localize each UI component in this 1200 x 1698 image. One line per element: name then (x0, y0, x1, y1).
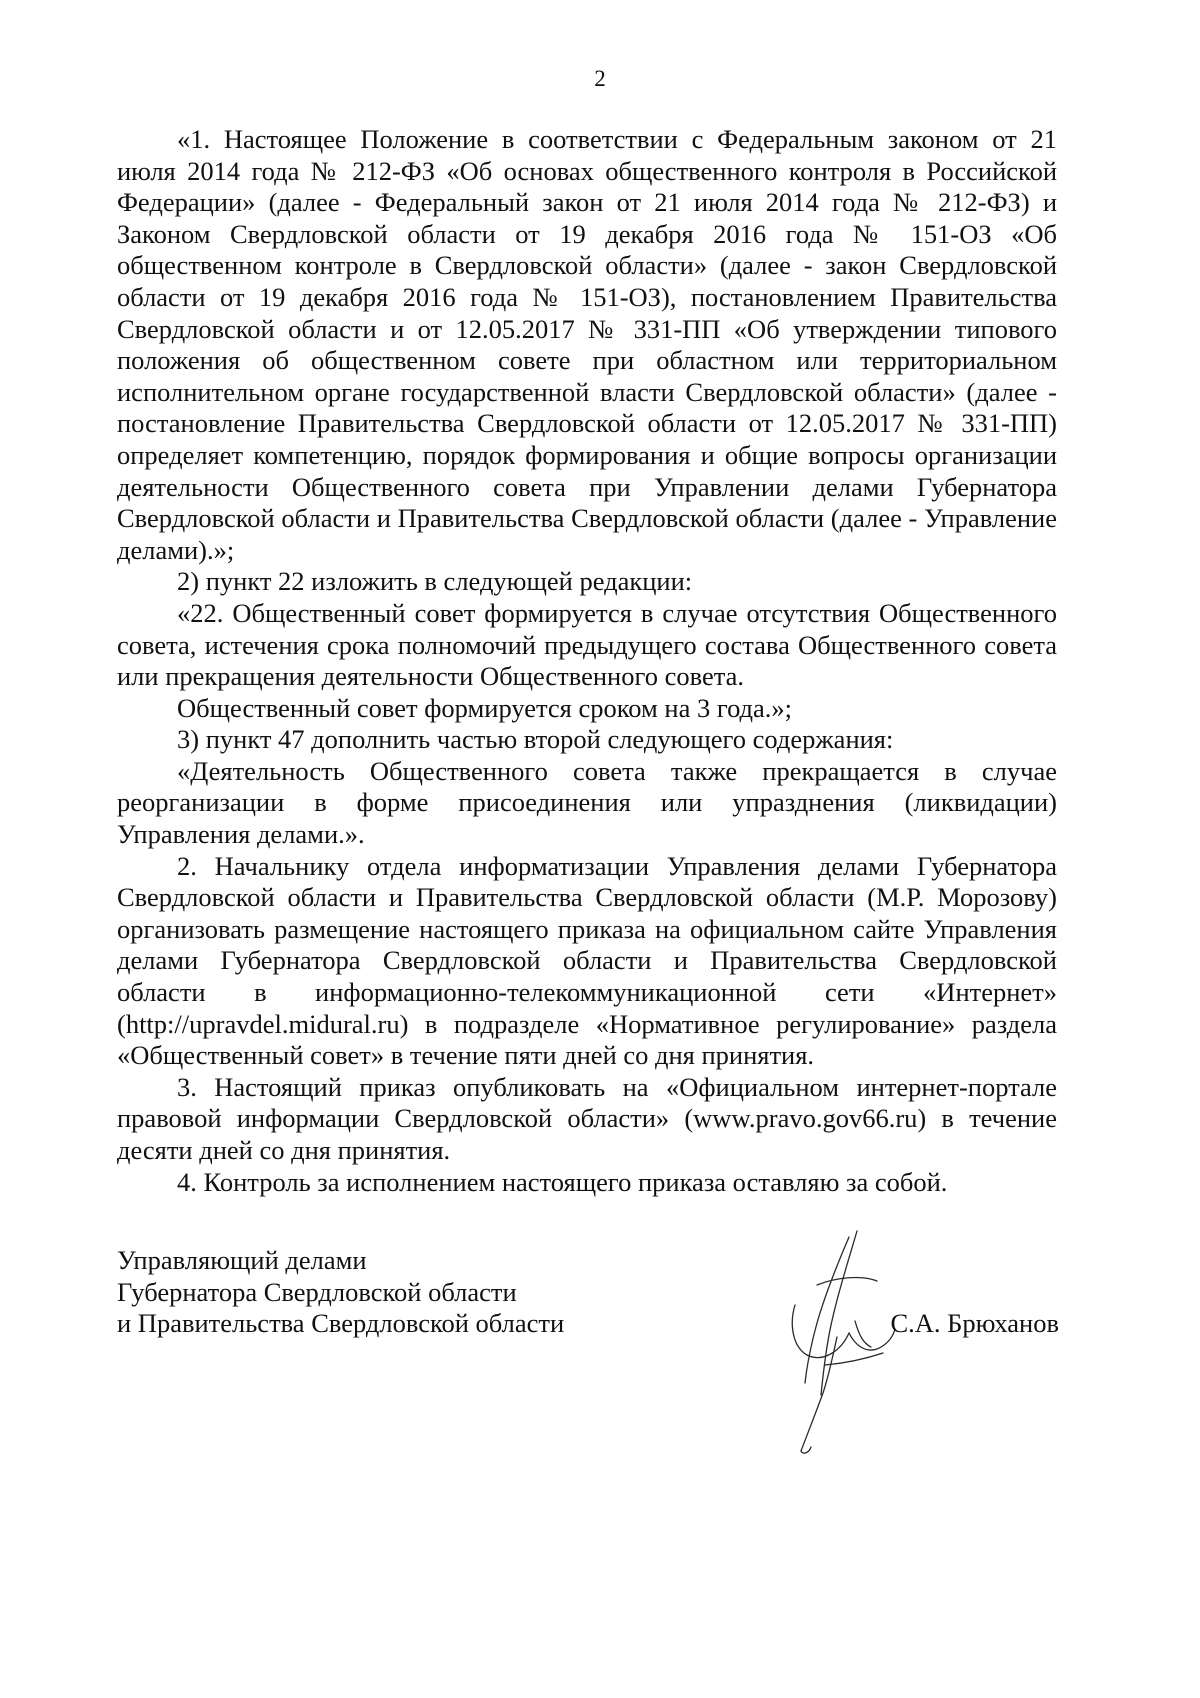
signer-title (117, 1245, 564, 1340)
document-body (117, 124, 1057, 1198)
page-number: 2 (594, 66, 606, 91)
paragraph-item-2: 2) пункт 22 изложить в следующей редакции: (177, 566, 693, 597)
paragraph-order-2: 2. Начальнику отдела информатизации Управления делами Губернатора Свердловской области и Правительства Свердловской области (М.Р. Морозову) организовать размещение настоящего приказа на официальном сайте Управления делами Губернатора Свердловской области и Правительства Свердловской области в информационно-телекоммуникационной сети «Интернет» (http://upravdel.midural.ru) в подразделе «Нормативное регулирование» раздела «Общественный совет» в течение пяти дней со дня принятия. (117, 850, 1057, 1071)
signer-title-line: Управляющий делами (117, 1245, 367, 1275)
paragraph-order-4: 4. Контроль за исполнением настоящего приказа оставляю за собой. (177, 1166, 948, 1197)
paragraph-order-3: 3. Настоящий приказ опубликовать на «Официальном интернет-портале правовой информации Свердловской области» (www.pravo.gov66.ru) в течение десяти дней со дня принятия. (117, 1071, 1057, 1165)
paragraph-clause-1: «1. Настоящее Положение в соответствии с Федеральным законом от 21 июля 2014 года № 212-ФЗ «Об основах общественного контроля в Российской Федерации» (далее - Федеральный закон от 21 июля 2014 года № 212-ФЗ) и Законом Свердловской области от 19 декабря 2016 года № 151-ОЗ «Об общественном контроле в Свердловской области» (далее - закон Свердловской области от 19 декабря 2016 года № 151-ОЗ), постановлением Правительства Свердловской области и от 12.05.2017 № 331-ПП «Об утверждении типового положения об общественном совете при областном или территориальном исполнительном органе государственной власти Свердловской области» (далее - постановление Правительства Свердловской области от 12.05.2017 № 331-ПП) определяет компетенцию, порядок формирования и общие вопросы организации деятельности Общественного совета при Управлении делами Губернатора Свердловской области и Правительства Свердловской области (далее - Управление делами).»; (117, 124, 1057, 565)
signer-name: С.А. Брюханов (890, 1308, 1059, 1338)
paragraph-term: Общественный совет формируется сроком на 3 года.»; (177, 692, 793, 723)
signer-title-line: и Правительства Свердловской области (117, 1308, 565, 1339)
handwritten-signature-icon (737, 1225, 957, 1455)
signature-block (117, 1245, 1057, 1445)
paragraph-clause-22: «22. Общественный совет формируется в случае отсутствия Общественного совета, истечения срока полномочий предыдущего состава Общественного совета или прекращения деятельности Общественного совета. (117, 597, 1057, 692)
paragraph-clause-47: «Деятельность Общественного совета также прекращается в случае реорганизации в форме присоединения или упразднения (ликвидации) Управления делами.». (117, 755, 1057, 850)
paragraph-item-3: 3) пункт 47 дополнить частью второй следующего содержания: (177, 724, 894, 755)
signer-title-line: Губернатора Свердловской области (117, 1276, 517, 1307)
